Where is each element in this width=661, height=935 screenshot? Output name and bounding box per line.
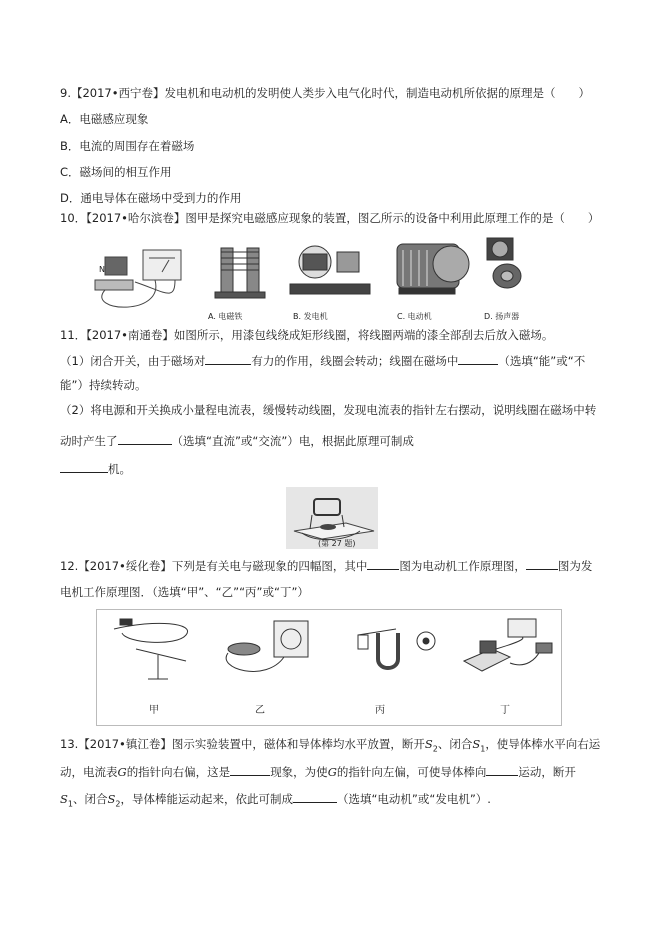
q10-caption-a: A. 电磁铁 (208, 312, 243, 321)
q12-figure-yi (226, 621, 308, 671)
q13-text-j: ，导体棒能运动起来，依此可制成 (120, 792, 293, 806)
q13-s1-symbol: S (472, 737, 481, 751)
q11-p1-text-a: （1）闭合开关，由于磁场对 (60, 354, 206, 368)
q13-blank-1 (230, 762, 270, 776)
q12-label-bing: 丙 (375, 705, 385, 716)
q11-p1-text-b: 有力的作用，线圈会转动；线圈在磁场中 (251, 354, 459, 368)
q13-text-k: （选填“电动机”或“发电机”）. (336, 792, 491, 806)
q11-stem: 11．【2017•南通卷】如图所示，用漆包线绕成矩形线圈，将线圈两端的漆全部刮去后放入磁场。 (60, 328, 554, 342)
q12-label-yi: 乙 (255, 705, 265, 716)
q11-part1-line1 (60, 351, 585, 370)
q10-stem: 10．【2017•哈尔滨卷】图甲是探究电磁感应现象的装置，图乙所示的设备中利用此原理工作的是（ ） (60, 211, 600, 225)
q13-text-g: 的指针向左偏，可使导体棒向 (336, 765, 487, 779)
q11-part2-line1: （2）将电源和开关换成小量程电流表，缓慢转动线圈，发现电流表的指针左右摆动，说明线圈在磁场中转 (60, 403, 597, 417)
q13-s2-sub-2: 2 (115, 799, 121, 809)
q12-blank-2 (526, 556, 558, 570)
q13-g-symbol: G (117, 765, 127, 779)
q9-option-b: B．电流的周围存在着磁场 (60, 139, 195, 153)
q12-blank-1 (367, 556, 399, 570)
q13-blank-2 (486, 762, 518, 776)
q11-blank-1 (205, 351, 251, 365)
q9-option-c: C．磁场间的相互作用 (60, 165, 172, 179)
q10-figure-b-generator (290, 246, 370, 294)
q13-s2-symbol: S (424, 737, 433, 751)
q13-line3 (60, 789, 491, 813)
q11-part2-line3 (60, 459, 131, 478)
q13-text-a: 13.【2017•镇江卷】图示实验装置中，磁体和导体棒均水平放置，断开 (60, 737, 425, 751)
q12-text-c: 图为发 (557, 559, 593, 573)
q12-label-jia: 甲 (149, 705, 159, 716)
q11-blank-2 (458, 351, 498, 365)
q12-stem-line1 (60, 556, 592, 575)
q13-blank-3 (293, 789, 337, 803)
q13-text-d: 动，电流表 (60, 765, 118, 779)
q10-figure-a-electromagnet (215, 248, 265, 298)
q11-figure-label: (第 27 题) (318, 539, 356, 548)
q11-blank-4 (60, 459, 108, 473)
q13-text-f: 现象，为使 (270, 765, 328, 779)
q11-blank-3 (118, 431, 172, 445)
q10-figure-c-motor (397, 244, 469, 294)
q13-text-h: 运动，断开 (518, 765, 576, 779)
q12-text-b: 图为电动机工作原理图， (399, 559, 526, 573)
q13-text-c: ，使导体棒水平向右运 (485, 737, 601, 751)
q12-figure-jia (114, 619, 188, 679)
q10-figure-d-speaker (487, 238, 521, 288)
q11-p2-text-d: 机。 (108, 462, 131, 476)
q13-text-i: 、闭合 (72, 792, 108, 806)
q12-figure-ding (464, 619, 552, 671)
q13-s1-sub-2: 1 (67, 799, 73, 809)
q13-text-e: 的指针向右偏，这是 (126, 765, 231, 779)
q13-s1-sub: 1 (480, 744, 486, 754)
q11-part2-line2 (60, 431, 414, 450)
q9-stem: 9.【2017•西宁卷】发电机和电动机的发明使人类步入电气化时代，制造电动机所依据的原理是（ ） (60, 86, 591, 100)
q10-figure-jia (95, 250, 181, 307)
q9-option-d: D．通电导体在磁场中受到力的作用 (60, 191, 242, 205)
q12-figures (96, 609, 560, 724)
q11-p2-text-b: 动时产生了 (60, 434, 118, 448)
svg-text:N: N (99, 265, 105, 274)
q13-s2-sub: 2 (432, 744, 438, 754)
q13-line1 (60, 735, 600, 758)
q10-caption-b: B. 发电机 (293, 312, 328, 321)
q13-g-symbol-2: G (327, 765, 337, 779)
q11-part1-line2: 能”）持续转动。 (60, 378, 147, 392)
q12-label-ding: 丁 (500, 705, 510, 716)
q11-p2-text-c: （选填“直流”或“交流”）电，根据此原理可制成 (171, 434, 414, 448)
q10-caption-c: C. 电动机 (397, 312, 432, 321)
q13-s1-symbol-2: S (60, 792, 68, 806)
q12-stem-line2: 电机工作原理图．（选填“甲”、“乙”“丙”或“丁”） (60, 585, 309, 599)
q13-text-b: 、闭合 (437, 737, 473, 751)
q9-option-a: A．电磁感应现象 (60, 112, 149, 126)
q13-s2-symbol-2: S (107, 792, 116, 806)
q11-p1-text-c: （选填“能”或“不 (498, 354, 586, 368)
q12-figure-bing (358, 629, 435, 668)
q10-caption-d: D. 扬声器 (484, 312, 520, 321)
q13-line2 (60, 762, 576, 781)
q12-text-a: 12.【2017•绥化卷】下列是有关电与磁现象的四幅图，其中 (60, 559, 368, 573)
